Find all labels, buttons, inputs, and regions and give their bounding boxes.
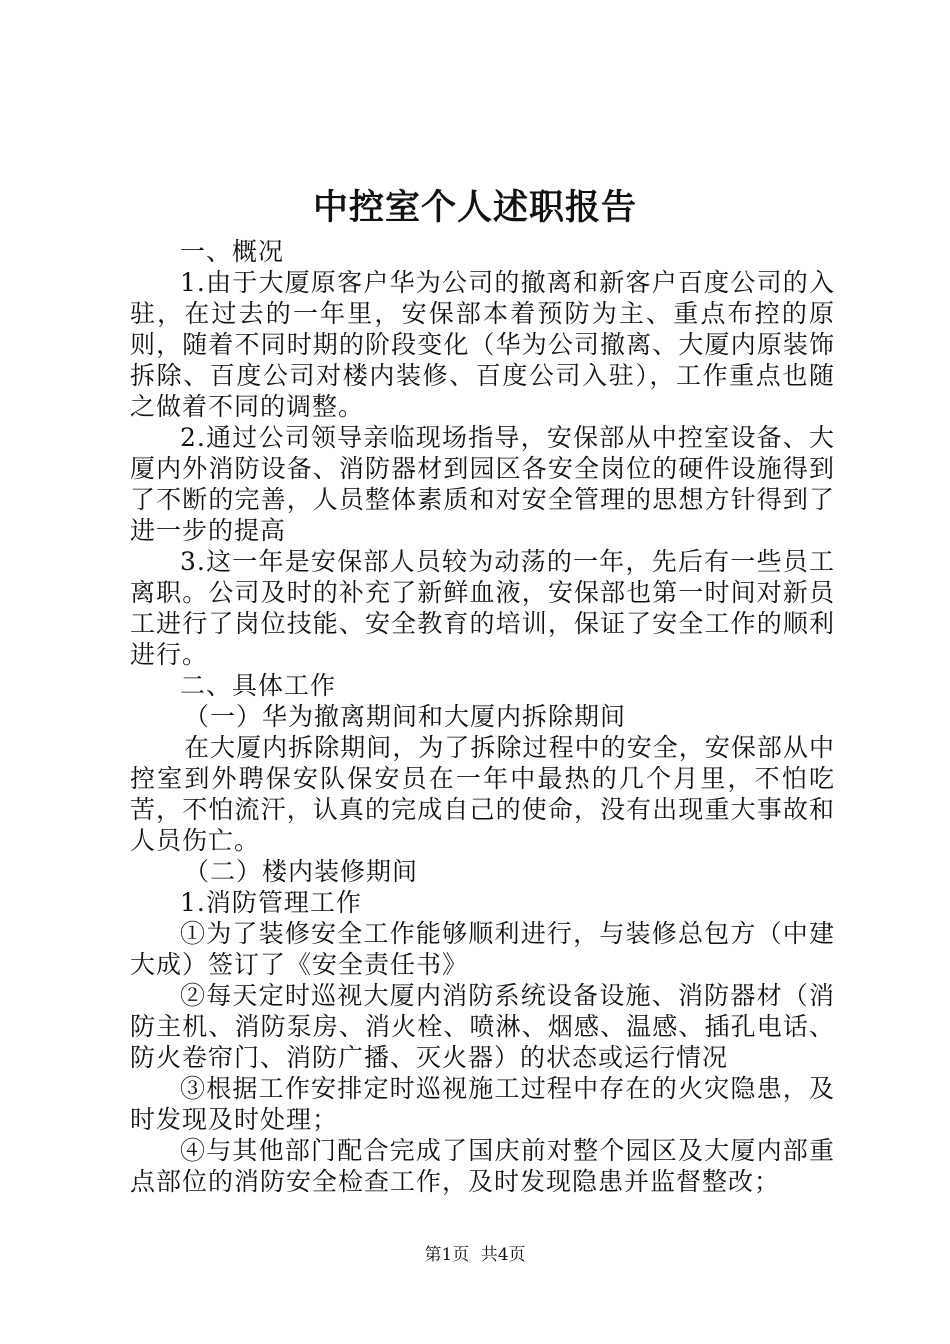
section-heading-overview: 一、概况 — [180, 237, 285, 266]
list-item-2: ②每天定时巡视大厦内消防系统设备设施、消防器材（消防主机、消防泵房、消火栓、喷淋、烟感、温感、插孔电话、防火卷帘门、消防广播、灭火器）的状态或运行情况 — [130, 981, 835, 1072]
page-total: 共4页 — [480, 1245, 526, 1265]
subsection-heading-2: （二）楼内装修期间 — [184, 857, 419, 886]
paragraph-1: 1.由于大厦原客户华为公司的撤离和新客户百度公司的入驻，在过去的一年里，安保部本着预防为主、重点布控的原则，随着不同时期的阶段变化（华为公司撤离、大厦内原装饰拆除、百度公司对楼内装修、百度公司入驻），工作重点也随之做着不同的调整。 — [130, 268, 835, 421]
document-body — [130, 236, 835, 1197]
paragraph-2: 2.通过公司领导亲临现场指导，安保部从中控室设备、大厦内外消防设备、消防器材到园区各安全岗位的硬件设施得到了不断的完善，人员整体素质和对安全管理的思想方针得到了进一步的提高 — [130, 423, 835, 545]
document-title: 中控室个人述职报告 — [312, 187, 637, 228]
page-footer — [0, 1244, 950, 1266]
subsection-heading-1: （一）华为撤离期间和大厦内拆除期间 — [184, 702, 627, 731]
paragraph-demolition: 在大厦内拆除期间，为了拆除过程中的安全，安保部从中控室到外聘保安队保安员在一年中最热的几个月里，不怕吃苦，不怕流汗，认真的完成自己的使命，没有出现重大事故和人员伤亡。 — [130, 733, 835, 855]
section-heading-specific-work: 二、具体工作 — [180, 671, 337, 700]
list-item-1: ①为了装修安全工作能够顺利进行，与装修总包方（中建大成）签订了《安全责任书》 — [130, 919, 835, 979]
item-heading-fire-management: 1.消防管理工作 — [180, 888, 362, 917]
list-item-4: ④与其他部门配合完成了国庆前对整个园区及大厦内部重点部位的消防安全检查工作，及时发现隐患并监督整改； — [130, 1136, 835, 1196]
paragraph-3: 3.这一年是安保部人员较为动荡的一年，先后有一些员工离职。公司及时的补充了新鲜血液，安保部也第一时间对新员工进行了岗位技能、安全教育的培训，保证了安全工作的顺利进行。 — [130, 547, 835, 669]
page-number: 第1页 — [424, 1245, 470, 1265]
list-item-3: ③根据工作安排定时巡视施工过程中存在的火灾隐患，及时发现及时处理； — [130, 1074, 835, 1134]
